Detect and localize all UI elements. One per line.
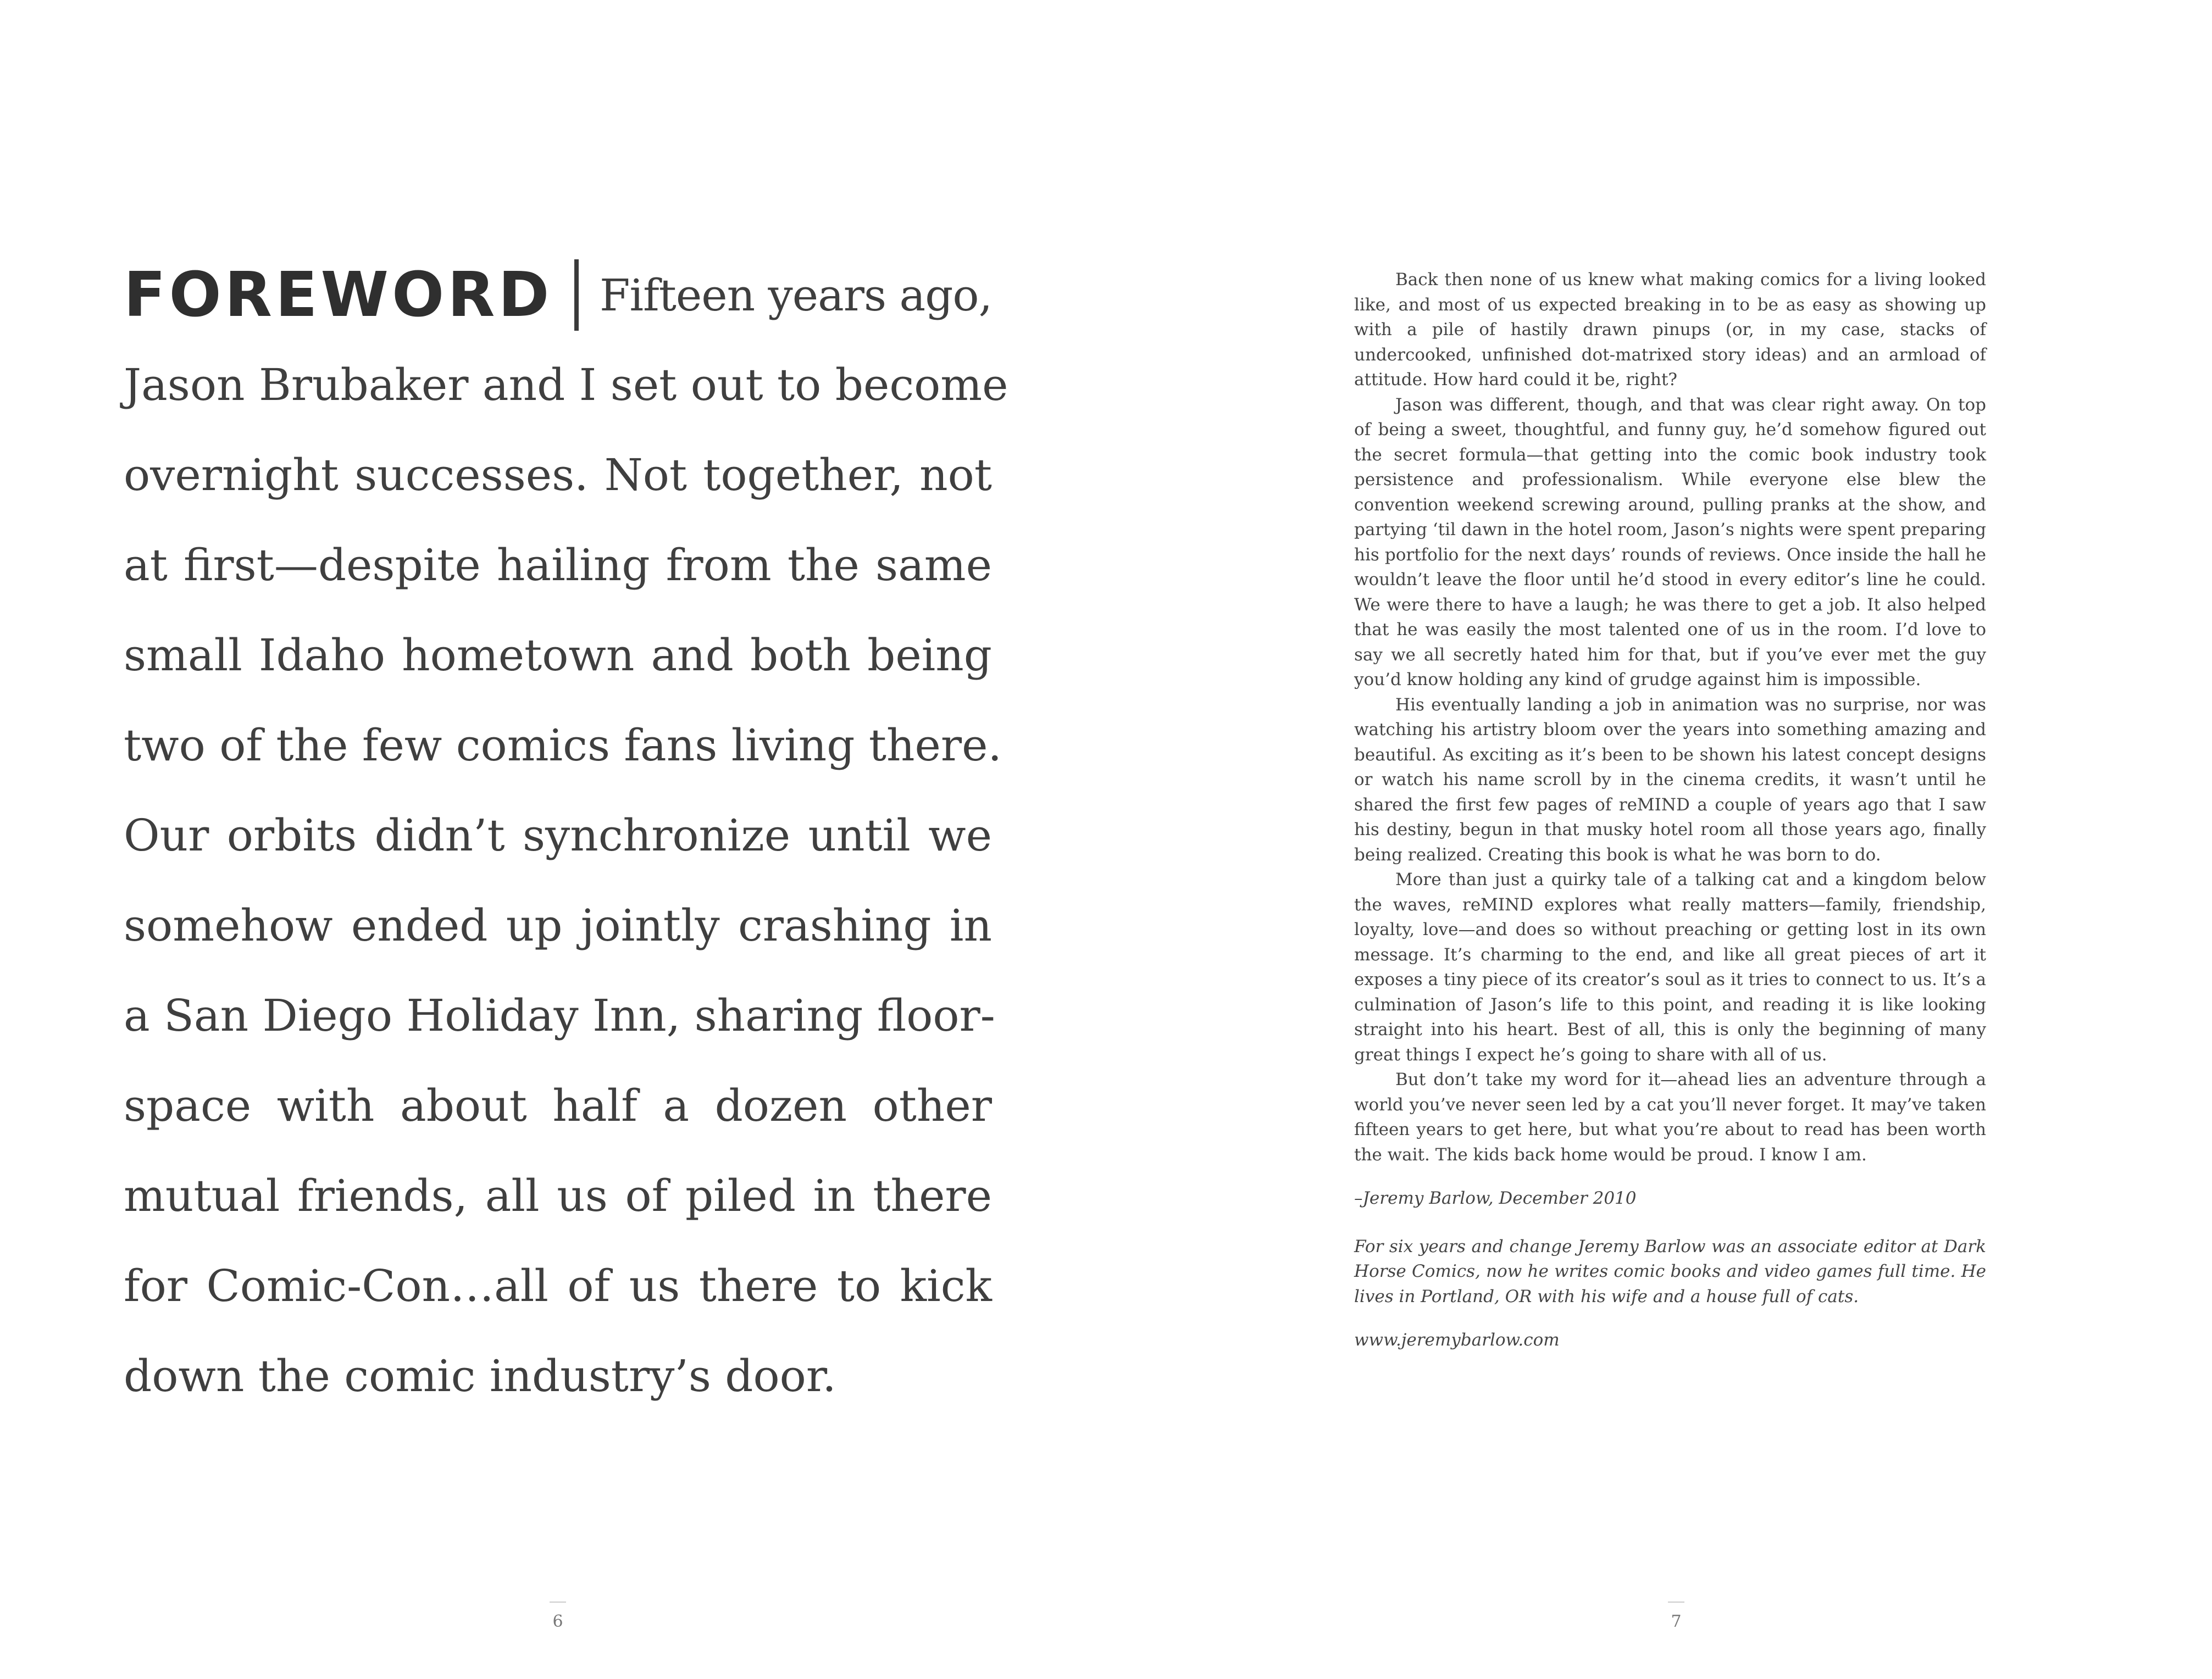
- intro-line: Jason Brubaker and I set out to become: [124, 359, 1008, 410]
- folio-mark: [1668, 1602, 1684, 1603]
- intro-line: Our orbits didn’t synchronize until we: [124, 810, 992, 861]
- intro-line: a San Diego Holiday Inn, sharing floor-: [124, 990, 995, 1041]
- intro-line: down the comic industry’s door.: [124, 1350, 836, 1402]
- intro-line: mutual friends, all us of piled in there: [124, 1170, 992, 1221]
- right-page: [1106, 0, 2212, 1679]
- body-paragraph: But don’t take my word for it—ahead lies an adventure through a world you’ve never seen led by a cat you’ll never forget. It may’ve taken fifteen years to get here, but what you’re about to read has been worth the wait. The kids back home would be proud. I know I am.: [1354, 1070, 1986, 1165]
- intro-line: for Comic-Con…all of us there to kick: [124, 1260, 992, 1311]
- heading-divider: [574, 259, 579, 331]
- author-bio: For six years and change Jeremy Barlow was an associate editor at Dark Horse Comics, now he writes comic books and video games full time. He lives in Portland, OR with his wife and a house full of cats.: [1354, 1236, 1986, 1306]
- intro-line: overnight successes. Not together, not: [124, 449, 992, 501]
- foreword-body: [1354, 268, 1986, 1353]
- intro-line: small Idaho hometown and both being: [124, 630, 992, 681]
- foreword-intro: [124, 250, 1008, 1421]
- foreword-first-line: [124, 250, 992, 340]
- author-signature: –Jeremy Barlow, December 2010: [1354, 1188, 1637, 1208]
- page-number: 7: [1671, 1612, 1682, 1631]
- folio-mark: [550, 1602, 566, 1603]
- author-website: www.jeremybarlow.com: [1354, 1330, 1560, 1350]
- foreword-heading: FOREWORD: [124, 259, 553, 331]
- intro-line: somehow ended up jointly crashing in: [124, 900, 992, 951]
- intro-line: Fifteen years ago,: [600, 269, 992, 321]
- intro-line: two of the few comics fans living there.: [124, 720, 1002, 771]
- intro-line: space with about half a dozen other: [124, 1080, 992, 1131]
- body-paragraph: Back then none of us knew what making comics for a living looked like, and most of us expected breaking in to be as easy as showing up with a pile of hastily drawn pinups (or, in my case, stacks of undercooked, unfinished dot-matrixed story ideas) and an armload of attitude. How hard could it be, right?: [1354, 270, 1986, 390]
- body-paragraph: His eventually landing a job in animation was no surprise, nor was watching his artistry bloom over the years into something amazing and beautiful. As exciting as it’s been to be shown his latest concept designs or watch his name scroll by in the cinema credits, it wasn’t until he shared the first few pages of reMIND a couple of years ago that I saw his destiny, begun in that musky hotel room all those years ago, finally being realized. Creating this book is what he was born to do.: [1354, 694, 1986, 865]
- page-number: 6: [552, 1612, 563, 1631]
- body-paragraph: More than just a quirky tale of a talking cat and a kingdom below the waves, reMIND explores what really matters—family, friendship, loyalty, love—and does so without preaching or getting lost in its own message. It’s charming to the end, and like all great pieces of art it exposes a tiny piece of its creator’s soul as it tries to connect to us. It’s a culmination of Jason’s life to this point, and reading it is like looking straight into his heart. Best of all, this is only the beginning of many great things I expect he’s going to share with all of us.: [1354, 870, 1986, 1065]
- intro-line: at first—despite hailing from the same: [124, 540, 992, 591]
- body-paragraph: Jason was different, though, and that was clear right away. On top of being a sweet, thoughtful, and funny guy, he’d somehow figured out the secret formula—that getting into the comic book industry took persistence and professionalism. While everyone else blew the convention weekend screwing around, pulling pranks at the show, and partying ‘til dawn in the hotel room, Jason’s nights were spent preparing his portfolio for the next days’ rounds of reviews. Once inside the hall he wouldn’t leave the floor until he’d stood in every editor’s line he could. We were there to have a laugh; he was there to get a job. It also helped that he was easily the most talented one of us in the room. I’d love to say we all secretly hated him for that, but if you’ve ever met the guy you’d know holding any kind of grudge against him is impossible.: [1354, 394, 1986, 690]
